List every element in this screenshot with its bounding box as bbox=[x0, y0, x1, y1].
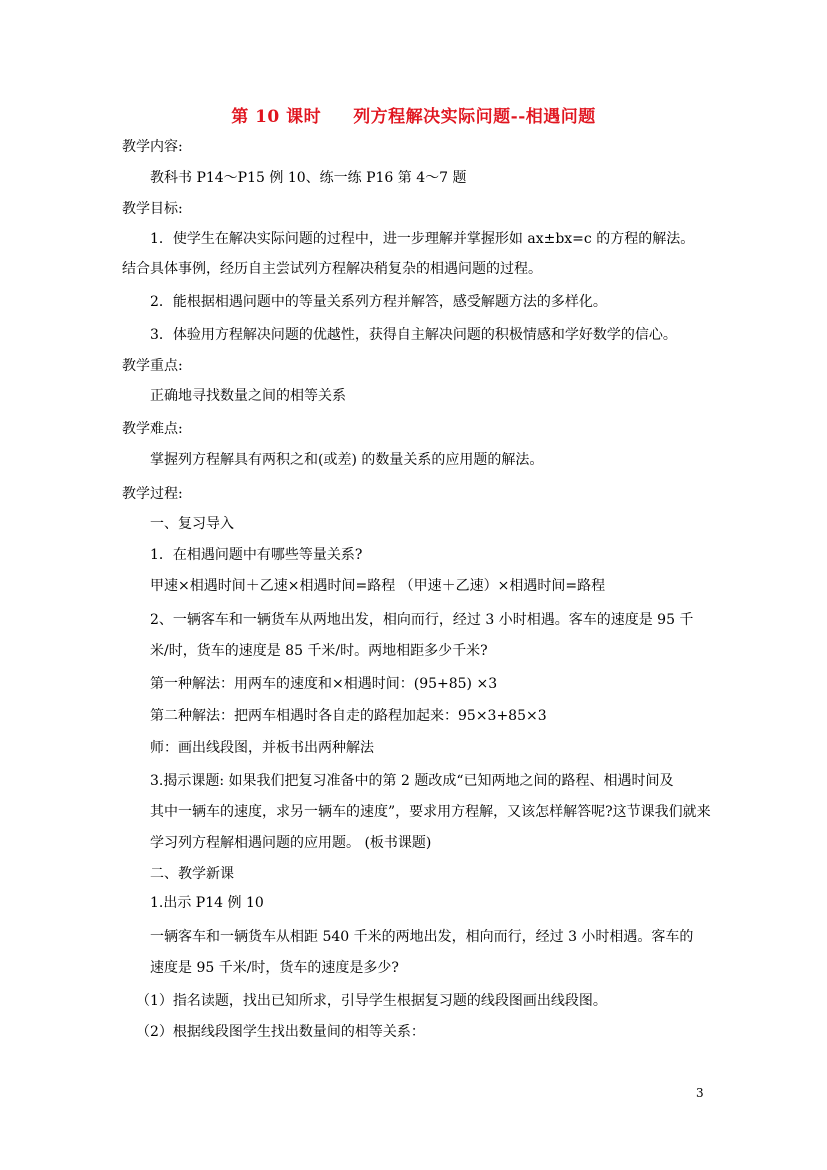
paragraph: 一辆客车和一辆货车从相距 540 千米的两地出发，相向而行，经过 3 小时相遇。客车的 bbox=[150, 929, 694, 945]
paragraph: 2．能根据相遇问题中的等量关系列方程并解答，感受解题方法的多样化。 bbox=[150, 294, 607, 310]
lesson-topic: 列方程解决实际问题--相遇问题 bbox=[353, 107, 596, 127]
paragraph: （1）指名读题，找出已知所求，引导学生根据复习题的线段图画出线段图。 bbox=[136, 993, 607, 1009]
paragraph: 第二种解法：把两车相遇时各自走的路程加起来：95×3+85×3 bbox=[150, 708, 547, 724]
paragraph: 3．体验用方程解决问题的优越性，获得自主解决问题的积极情感和学好数学的信心。 bbox=[150, 327, 677, 343]
section-heading-process: 教学过程: bbox=[122, 486, 183, 502]
section-heading-key-point: 教学重点: bbox=[122, 358, 183, 374]
paragraph: （2）根据线段图学生找出数量间的相等关系： bbox=[136, 1024, 425, 1040]
subheading: 二、教学新课 bbox=[150, 866, 234, 882]
section-heading-goals: 教学目标: bbox=[122, 201, 183, 217]
formula-line: 甲速×相遇时间＋乙速×相遇时间=路程 （甲速＋乙速）×相遇时间=路程 bbox=[150, 578, 606, 594]
paragraph: 速度是 95 千米/时，货车的速度是多少? bbox=[150, 960, 399, 976]
page-title bbox=[0, 102, 827, 127]
paragraph: 掌握列方程解具有两积之和(或差) 的数量关系的应用题的解法。 bbox=[150, 452, 544, 468]
paragraph: 1．使学生在解决实际问题的过程中，进一步理解并掌握形如 ax±bx=c 的方程的解法。 bbox=[150, 231, 695, 247]
paragraph: 正确地寻找数量之间的相等关系 bbox=[150, 388, 346, 404]
paragraph: 教科书 P14～P15 例 10、练一练 P16 第 4～7 题 bbox=[150, 170, 467, 186]
paragraph: 2、一辆客车和一辆货车从两地出发，相向而行，经过 3 小时相遇。客车的速度是 95 千 bbox=[150, 612, 694, 628]
paragraph: 米/时，货车的速度是 85 千米/时。两地相距多少千米? bbox=[150, 643, 488, 659]
paragraph: 第一种解法：用两车的速度和×相遇时间：(95+85) ×3 bbox=[150, 676, 498, 692]
page-number: 3 bbox=[696, 1086, 704, 1100]
paragraph: 学习列方程解相遇问题的应用题。 (板书课题) bbox=[150, 835, 432, 851]
section-heading-difficulty: 教学难点: bbox=[122, 421, 183, 437]
paragraph: 师：画出线段图，并板书出两种解法 bbox=[150, 740, 374, 756]
paragraph: 其中一辆车的速度，求另一辆车的速度”，要求用方程解，又该怎样解答呢?这节课我们就来 bbox=[150, 804, 711, 820]
section-heading-content: 教学内容: bbox=[122, 139, 183, 155]
paragraph: 1．在相遇问题中有哪些等量关系? bbox=[150, 547, 363, 563]
paragraph: 3.揭示课题: 如果我们把复习准备中的第 2 题改成“已知两地之间的路程、相遇时间及 bbox=[150, 773, 674, 789]
paragraph: 1.出示 P14 例 10 bbox=[150, 895, 264, 911]
subheading: 一、复习导入 bbox=[150, 516, 234, 532]
paragraph: 结合具体事例，经历自主尝试列方程解决稍复杂的相遇问题的过程。 bbox=[122, 261, 542, 277]
lesson-number: 第 10 课时 bbox=[231, 107, 322, 127]
